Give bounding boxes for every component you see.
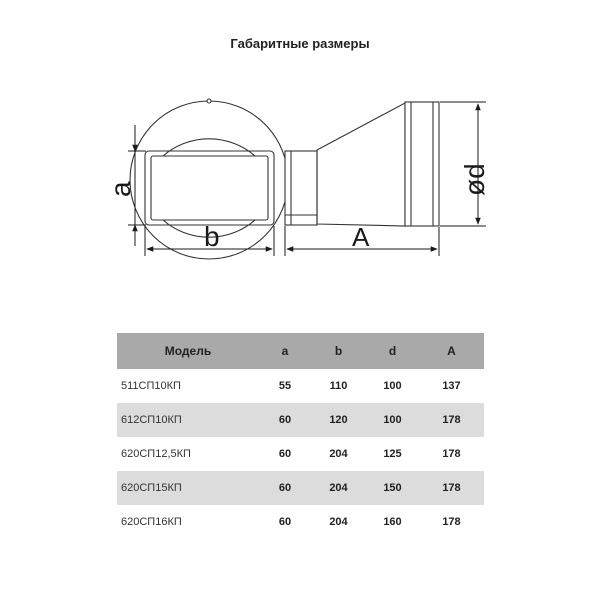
cell-A: 178 [419,471,484,505]
rect-duct-outer [145,151,274,225]
cell-b: 110 [329,380,348,392]
dimensions-table [117,333,484,539]
table-row [117,471,484,505]
cell-A: 178 [419,403,484,437]
table-row [117,403,484,437]
cell-d: 100 [366,403,419,437]
cell-model: 511СП10КП [121,380,181,392]
dim-d-label: ød [459,163,490,196]
cell-a: 55 [278,380,292,392]
cell-a: 60 [278,516,292,528]
cell-A: 178 [442,448,461,460]
cell-a: 60 [259,403,311,437]
table-row [117,437,484,471]
dim-a-label: a [105,181,136,197]
cell-b: 204 [329,448,348,460]
round-duct-tab [207,99,211,103]
table-row [117,369,484,403]
cell-model: 620СП16КП [121,516,182,528]
header-A: A [419,333,484,369]
header-b: b [311,333,366,369]
header-d: d [366,333,419,369]
page-title: Габаритные размеры [230,36,370,51]
cell-d: 160 [383,516,402,528]
side-view [285,102,439,226]
transition-body [317,103,405,226]
cell-b: 204 [329,516,348,528]
cell-model: 620СП15КП [117,471,259,505]
cell-d: 100 [383,380,402,392]
cell-model: 620СП12,5КП [121,448,191,460]
header-a: a [259,333,311,369]
cell-d: 150 [366,471,419,505]
cell-A: 137 [442,380,461,392]
cell-b: 120 [311,403,366,437]
dim-b-label: b [204,221,220,252]
cell-d: 125 [383,448,402,460]
cell-a: 60 [278,448,292,460]
cell-a: 60 [259,471,311,505]
table-header-row [117,333,484,369]
cell-A: 178 [442,516,461,528]
cell-b: 204 [311,471,366,505]
round-spigot [405,102,439,226]
rect-spigot [285,151,317,225]
dim-A-label: A [352,222,370,252]
table-row [117,505,484,539]
header-model: Модель [117,333,259,369]
cell-model: 612СП10КП [117,403,259,437]
